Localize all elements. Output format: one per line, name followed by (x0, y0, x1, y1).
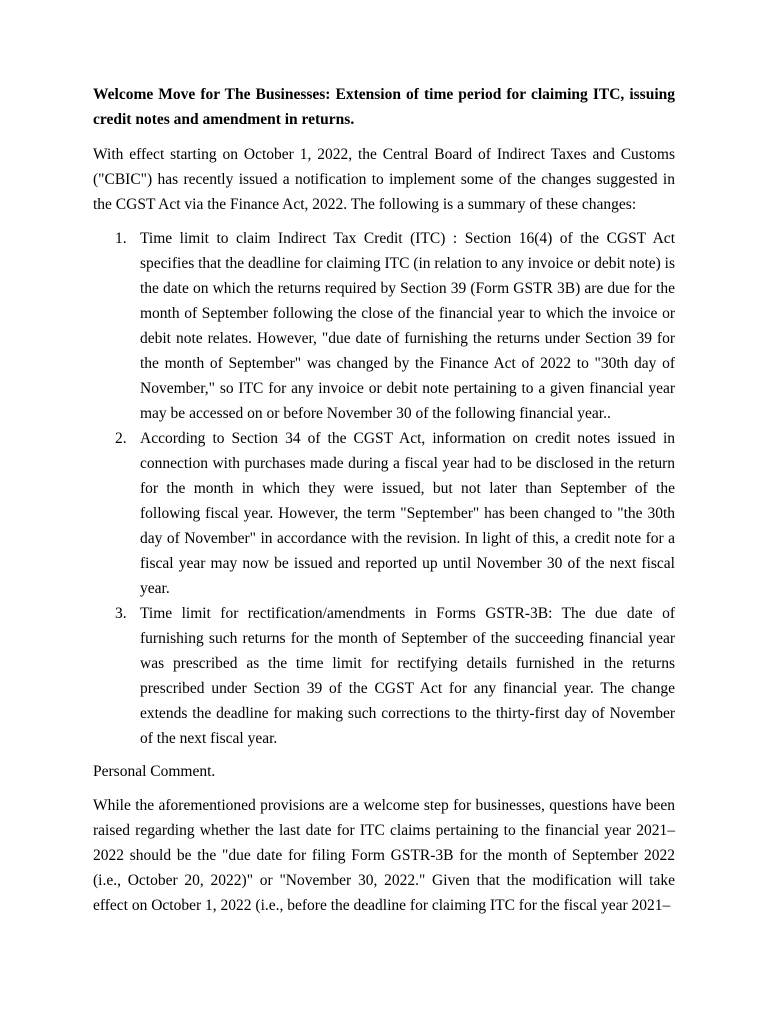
list-item-text: According to Section 34 of the CGST Act, information on credit notes issued in connection with purchases made during a fiscal year had to be disclosed in the return for the month in which they were issued, but not later than September of the following fiscal year. However, the term "September" has been changed to "the 30th day of November" in accordance with the revision. In light of this, a credit note for a fiscal year may now be issued and reported up until November 30 of the next fiscal year. (140, 430, 675, 597)
comment-heading: Personal Comment. (93, 763, 216, 780)
list-item (93, 426, 675, 601)
list-item-number: 1. (115, 230, 127, 247)
list-item-number: 3. (115, 605, 127, 622)
list-item (93, 601, 675, 751)
changes-list (93, 226, 675, 751)
intro-paragraph: With effect starting on October 1, 2022, the Central Board of Indirect Taxes and Customs ("CBIC") has recently issued a notification to implement some of the changes suggested in the CGST Act via the Finance Act, 2022. The following is a summary of these changes: (93, 146, 675, 213)
list-item-text: Time limit to claim Indirect Tax Credit (ITC) : Section 16(4) of the CGST Act specifies that the deadline for claiming ITC (in relation to any invoice or debit note) is the date on which the returns required by Section 39 (Form GSTR 3B) are due for the month of September following the close of the financial year to which the invoice or debit note relates. However, "due date of furnishing the returns under Section 39 for the month of September" was changed by the Finance Act of 2022 to "30th day of November," so ITC for any invoice or debit note pertaining to a given financial year may be accessed on or before November 30 of the following financial year.. (140, 230, 676, 422)
document-page (93, 82, 675, 927)
list-item-text: Time limit for rectification/amendments in Forms GSTR-3B: The due date of furnishing such returns for the month of September of the succeeding financial year was prescribed as the time limit for rectifying details furnished in the returns prescribed under Section 39 of the CGST Act for any financial year. The change extends the deadline for making such corrections to the thirty-first day of November of the next fiscal year. (140, 605, 675, 747)
comment-paragraph: While the aforementioned provisions are a welcome step for businesses, questions have been raised regarding whether the last date for ITC claims pertaining to the financial year 2021–2022 should be the "due date for filing Form GSTR-3B for the month of September 2022 (i.e., October 20, 2022)" or "November 30, 2022." Given that the modification will take effect on October 1, 2022 (i.e., before the deadline for claiming ITC for the fiscal year 2021– (93, 797, 675, 914)
list-item (93, 226, 675, 426)
document-title: Welcome Move for The Businesses: Extension of time period for claiming ITC, issuing credit notes and amendment in returns. (93, 86, 675, 128)
list-item-number: 2. (115, 430, 127, 447)
